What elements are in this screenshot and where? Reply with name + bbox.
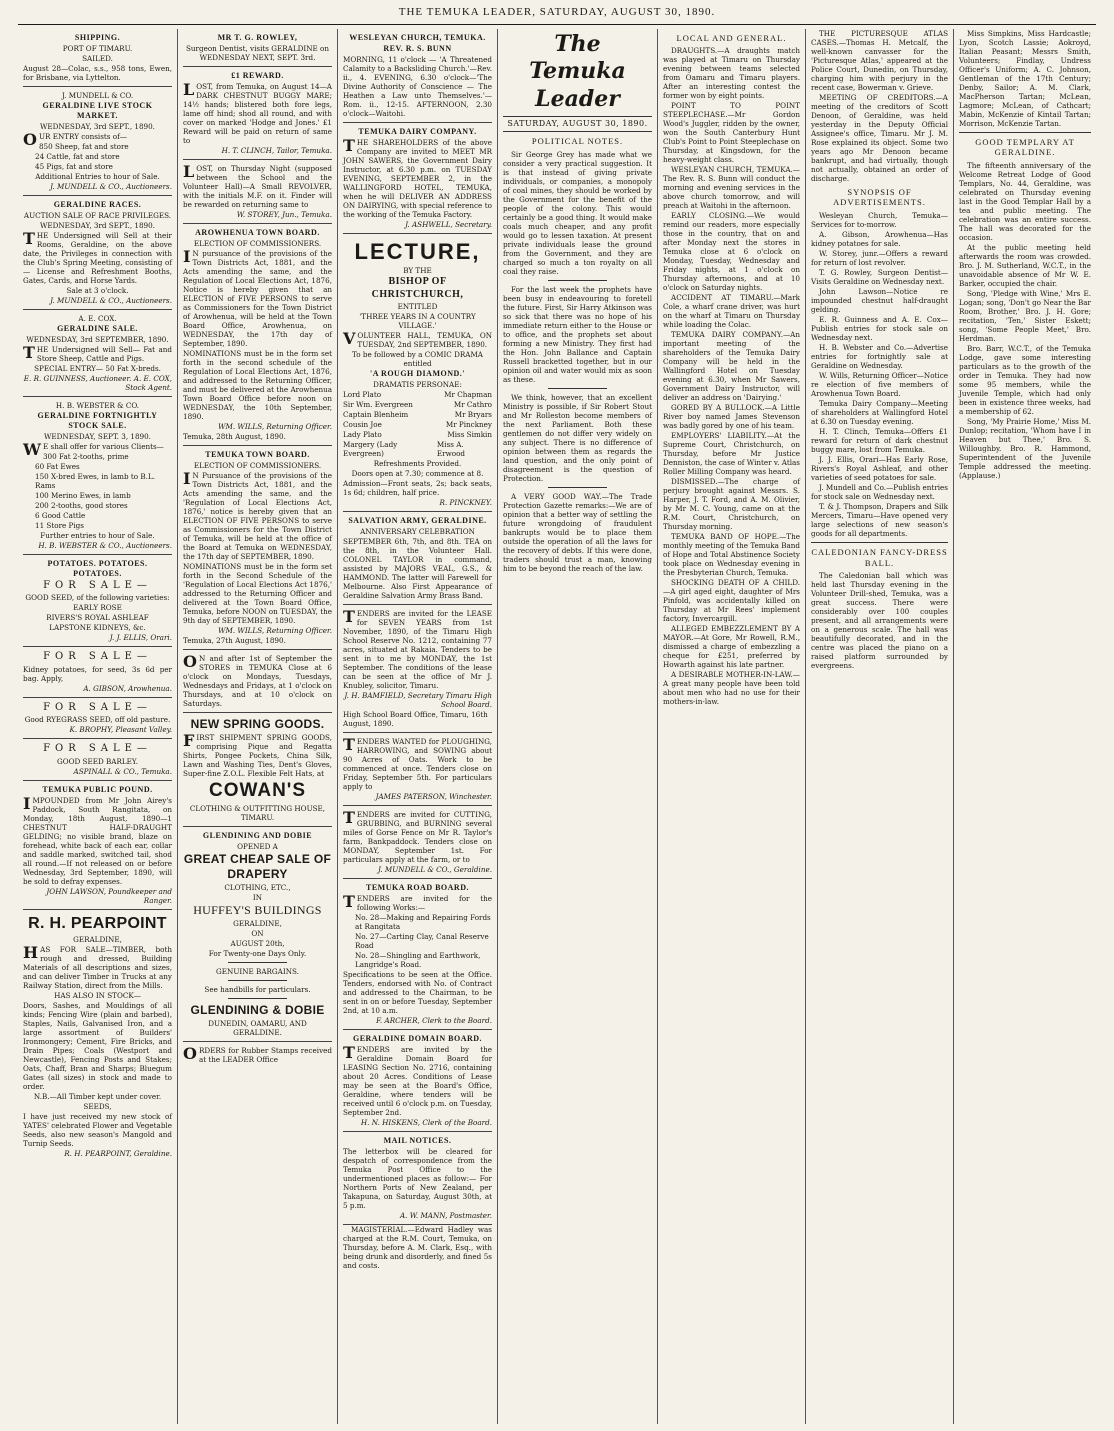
lecture-bishop: BISHOP OF CHRISTCHURCH, [371, 276, 464, 300]
lost-signature: W. STOREY, Jun., Temuka. [236, 209, 332, 219]
pound-signature: JOHN LAWSON, Poundkeeper and Ranger. [46, 886, 172, 905]
list-item: H. T. Clinch, Temuka—Offers £1 reward for return of dark chestnut buggy mare, lost from Temuka. [811, 427, 948, 454]
auctioneer-name: J. MUNDELL & CO. [61, 90, 134, 100]
political-notes-title: POLITICAL NOTES. [531, 136, 624, 147]
gd-places: DUNEDIN, OAMARU, AND GERALDINE. [208, 1018, 307, 1037]
cast-row [343, 440, 492, 458]
divider [228, 962, 288, 963]
tenders-date: High School Board Office, Timaru, 16th August, 1890. [343, 710, 488, 729]
pearpoint-list: Doors, Sashes, and Mouldings of all kinds; Fencing Wire (plain and barbed), Staples, Nails, Galvanised Iron, and a large assortment of Builders' Ironmongery; Cement, Fire Bricks, and Drain Pipes; Coals (Westport and Newcastle), Fencing Posts and Stakes; Oats, Chaff, Bran and Sharps; Bluegum Gates (all sizes) in stock and made to order. [23, 1000, 172, 1091]
mail-notices [343, 1132, 492, 1225]
list-item: 45 Pigs, fat and store [35, 161, 113, 171]
livestock-intro: OUR ENTRY consists of— [23, 129, 127, 149]
reward-ad [183, 67, 332, 160]
election-title: ELECTION OF COMMISSIONERS. [193, 238, 322, 248]
gd-date: AUGUST 20th, [230, 938, 285, 948]
road-board-ad [343, 879, 492, 1030]
dairy-title: TEMUKA DAIRY COMPANY. [358, 126, 477, 136]
paragraph: Song, 'Pledge with Wine,' Mrs E. Logan; song, 'Don't go Near the Bar Room, Brother,' Bro. J. H. Gore; recitation, 'Ten,' Sister Eskett; song, 'Some People Meet,' Bro. Herdman. [959, 289, 1091, 343]
salvation-anniv: ANNIVERSARY CELEBRATION [360, 527, 475, 537]
paragraph: THE PICTURESQUE ATLAS CASES.—Thomas H. Metcalf, the well-known canvasser for the 'Picturesque Atlas,' appeared at the Police Court, Dunedin, on Thursday, charging him with perjury in the recent case, Bowerman v. Grieve. [811, 28, 948, 92]
templar-body [959, 161, 1091, 480]
pearpoint-name: R. H. PEARPOINT [28, 914, 167, 932]
lecture-drama: 'A ROUGH DIAMOND.' [370, 369, 465, 379]
kidney-ad [23, 647, 172, 698]
list-item: H. B. Webster and Co.—Advertise entries for fortnightly sale at Geraldine on Wednesday. [811, 343, 948, 370]
lecture-ad [343, 234, 492, 513]
pearpoint-signature: R. H. PEARPOINT, Geraldine. [64, 1148, 172, 1158]
races-title: GERALDINE RACES. [53, 199, 142, 209]
salvation-title: SALVATION ARMY, GERALDINE. [348, 516, 487, 526]
cast-actor: Miss Simkin [447, 430, 492, 440]
list-item: W. Storey, junr.—Offers a reward for return of lost revolver. [811, 249, 948, 267]
list-item: EARLY ROSE [73, 603, 122, 613]
gd-in: IN [252, 892, 263, 902]
nominations-body: NOMINATIONS must be in the form set forth in the Second Schedule of the 'Regulation of Local Elections Act 1876,' addressed to the Returning Officer and delivered at the Town Board Office, Temuka, before NOON on TUESDAY, the 9th day of SEPTEMBER, 1890. [183, 561, 332, 625]
lecture-comic: To be followed by a COMIC DRAMA entitled [352, 350, 483, 369]
arowhenua-title: AROWHENUA TOWN BOARD. [195, 227, 320, 237]
livestock-more: Additional Entries to hour of Sale. [35, 171, 160, 181]
paragraph: DISMISSED.—The charge of perjury brought against Messrs. S. Harper, J. T. Ford, and A. M. Olivier, by Mr M. C. Young, came on at the R.M. Court, Christchurch, on Thursday morning. [663, 477, 800, 532]
returning-officer: WM. WILLS, Returning Officer. [218, 625, 332, 635]
paragraph: Sir George Grey has made what we consider a very practical suggestion. It is that instead of giving private individuals, or companies, a monopoly of coal mines, they should be worked by the Government for the benefit of the people of the colony. This would certainly be a good thing. It would make coals much cheaper, and any profit would go to lessen taxation. At present private individuals lease the ground from the Government, and they are charged so much a ton royalty on all coal they raise. [503, 149, 652, 276]
potatoes-signature: J. J. ELLIS, Orari. [109, 633, 172, 643]
lecture-by: BY THE [403, 266, 432, 276]
list-item: 200 2-tooths, good stores [35, 500, 128, 510]
magisterial-note [343, 1225, 492, 1270]
cast-row [343, 390, 492, 399]
domain-board-ad [343, 1030, 492, 1132]
divider [959, 132, 1091, 133]
cast-row [343, 420, 492, 429]
road-more: Specifications to be seen at the Office. Tenders, endorsed with No. of Contract and addressed to the Chairman, to be sent in on or before Tuesday, September 2nd, at 10 a.m. [343, 970, 492, 1016]
pearpoint-seeds-body: I have just received my new stock of YATES' celebrated Flower and Vegetable Seeds, also new season's Mangold and Turnip Seeds. [23, 1111, 172, 1148]
list-item: RIVERS'S ROYAL ASHLEAF [46, 613, 149, 623]
tenders-signature: J. H. BAMFIELD, Secretary Timaru High School Board. [344, 691, 492, 710]
list-item: John Lawson—Notice re impounded chestnut half-draught gelding. [811, 287, 948, 314]
cast-actor: Mr Bryars [454, 410, 492, 420]
cast-actor: Mr Chapman [444, 390, 492, 400]
races-ad [23, 196, 172, 310]
spring-title: NEW SPRING GOODS. [190, 716, 325, 731]
tenders-ploughing-ad [343, 733, 492, 806]
templar-title: GOOD TEMPLARY AT GERALDINE. [975, 136, 1075, 158]
paragraph: MEETING OF CREDITORS.—A meeting of the creditors of Scott Denoon, of Geraldine, was held yesterday in the Deputy Official Assignee's office, Timaru. Mr J. M. Rose explained its object. Some two years ago Mr Denoon became bankrupt, and had virtually, though not actually, obtained an order of discharge. [811, 92, 948, 183]
geraldine-sale-ad [23, 310, 172, 397]
cast-role: Margery (Lady Evergreen) [343, 440, 398, 459]
domain-signature: H. N. HISKENS, Clerk of the Board. [360, 1118, 492, 1128]
mail-title: MAIL NOTICES. [383, 1136, 452, 1146]
barley-signature: ASPINALL & CO., Temuka. [73, 766, 172, 776]
divider [548, 388, 608, 389]
gd-opened: GLENDINING AND DOBIE [202, 830, 313, 840]
cast-role: Sir Wm. Evergreen [343, 400, 413, 410]
cast-actor: Mr Pinckney [445, 420, 492, 430]
list-item: LAPSTONE KIDNEYS, &c. [49, 623, 146, 633]
tenders-gorse-ad [343, 806, 492, 879]
column-4 [498, 29, 658, 1424]
tenders-signature: JAMES PATERSON, Winchester. [375, 792, 492, 802]
list-item: W. Wills, Returning Officer—Notice re election of five members of Arowhenua Town Board. [811, 371, 948, 398]
list-item: 100 Merino Ewes, in lamb [35, 490, 131, 500]
barley-ad [23, 739, 172, 781]
arowhenua-election-ad [183, 224, 332, 446]
column-7 [954, 29, 1096, 1424]
tenders-body: TENDERS are invited for the LEASE for SEVEN YEARS from 1st November, 1890, of the Timaru High School Reserve No. 1212, containing 77 acres, situated at Rakaia. Tenders to be sent in to me by MONDAY, the 1st September. The conditions of the lease can be seen at the office of Mr J. Knubley, solicitor, Timaru. [343, 607, 492, 691]
divider [228, 980, 288, 981]
magisterial-text: MAGISTERIAL.—Edward Hadley was charged at the R.M. Court, Temuka, on Thursday, before A. M. Clark, Esq., with being drunk and disorderly, and fined 5s and costs. [343, 1225, 492, 1271]
list-item: 11 Store Pigs [35, 520, 84, 530]
temuka-board-title: TEMUKA TOWN BOARD. [205, 449, 310, 459]
ryegrass-signature: K. BROPHY, Pleasant Valley. [69, 725, 172, 735]
paragraph: We think, however, that an excellent Ministry is possible, if Sir Robert Stout and Mr Rolleston become members of the next Parliament. Both these gentlemen do not differ very widely on any subject. There is no difference of opinion between them as regards the land question, and the only point of disagreement is the question of Protection. [503, 392, 652, 483]
lecture-subject: 'THREE YEARS IN A COUNTRY VILLAGE.' [359, 312, 476, 331]
sale-body: THE Undersigned will Sell— Fat and Store Sheep, Cattle and Pigs. [23, 342, 172, 363]
newspaper-title: The Temuka Leader [529, 30, 626, 112]
kidney-body: Kidney potatoes, for seed, 3s 6d per bag. Apply, [23, 664, 172, 683]
livestock-signature: J. MUNDELL & CO., Auctioneers. [50, 181, 172, 191]
tenders-body: TENDERS WANTED for PLOUGHING, HARROWING, and SOWING about 90 Acres of Oats. Work to be commenced at once. Tenders close on Friday, September 5th. For particulars apply to [343, 735, 492, 792]
column-6 [806, 29, 954, 1424]
for-sale-heading: FOR SALE— [43, 651, 152, 663]
gd-genuine: GENUINE BARGAINS. [216, 966, 299, 976]
cowan-ad [183, 713, 332, 827]
cast-row [343, 430, 492, 439]
road-signature: F. ARCHER, Clerk to the Board. [376, 1016, 492, 1026]
political-notes-body [503, 150, 652, 573]
notice-date: Temuka, 27th August, 1890. [183, 635, 286, 645]
for-sale-heading: FOR SALE— [43, 579, 152, 591]
lost-ad [183, 160, 332, 224]
agent-name: A. E. COX. [78, 313, 117, 323]
fortnightly-date: WEDNESDAY, SEPT. 3, 1890. [44, 431, 151, 441]
livestock-list [23, 142, 172, 171]
cowan-name: COWAN'S [208, 779, 307, 801]
list-item: E. R. Guinness and A. E. Cox—Publish entries for stock sale on Wednesday next. [811, 315, 948, 342]
gd-handbills: See handbills for particulars. [204, 984, 311, 994]
lecture-refresh: Refreshments Provided. [373, 459, 462, 469]
fortnightly-ad [23, 397, 172, 555]
salvation-ad [343, 512, 492, 605]
cast-role: Cousin Joe [343, 420, 382, 430]
list-item: No. 27—Carting Clay, Canal Reserve Road [355, 932, 489, 951]
paragraph: The fifteenth anniversary of the Welcome Retreat Lodge of Good Templars, No. 44, Geraldine, was celebrated on Thursday evening last in the Good Templar Hall by a tea and public meeting. The celebration was an entire success. The hall was decorated for the occasion. [959, 161, 1091, 242]
election-body: IN pursuance of the provisions of the Town Districts Act, 1881, and the Acts amending the same, and the Regulation of Local Elections Act, 1876, Notice is hereby given that an ELECTION of FIVE PERSONS to serve as Commissioners for the Town District of Arowhenua, will be held at the Town Board Office, Arowhenua, on WEDNESDAY, the 17th day of September, 1890. [183, 246, 332, 348]
reward-body: LOST, from Temuka, on August 14—A DARK CHESTNUT BUGGY MARE; 14½ hands; blistered both fore legs, lame off hind; shod all round, and with cover on marked 'Hodge and Jones.' £1 Reward will be paid on return of same to [183, 79, 332, 145]
potatoes-title: POTATOES. POTATOES. POTATOES. [47, 558, 148, 578]
issue-date: SATURDAY, AUGUST 30, 1890. [503, 116, 652, 132]
domain-body: TENDERS are invited by the Geraldine Domain Board for LEASING Section No. 2716, containing about 20 Acres. Conditions of Lease may be seen at the Board's Office, Geraldine, where tenders will be received until 6 o'clock p.m. on Tuesday, September 2nd. [343, 1043, 492, 1118]
fortnightly-intro: WE shall offer for various Clients— [23, 439, 164, 459]
election-title: ELECTION OF COMMISSIONERS. [193, 460, 322, 470]
road-title: TEMUKA ROAD BOARD. [365, 883, 469, 893]
wesleyan-ad [343, 29, 492, 123]
races-subtitle: AUCTION SALE OF RACE PRIVILEGES. [23, 210, 172, 220]
divider [811, 542, 948, 543]
lost-body: LOST, on Thursday Night (supposed between the School and the Volunteer Hall)—A Small REVOLVER, with the initials M.F. on it. Finder will be rewarded on returning same to [183, 161, 332, 209]
paragraph: For the last week the prophets have been busy in endeavouring to foretell the future. First, Sir Harry Atkinson was so sick that there was no hope of his immediate return either to the House or to office, and the prophets set about forming a new Ministry. They first had the Hon. John Ballance and Captain Russell bracketted together, but in our opinion oil and water would mix as soon as these. [503, 284, 652, 384]
pearpoint-seeds: SEEDS, [83, 1101, 112, 1111]
paragraph: Song, 'My Prairie Home,' Miss M. Dunlop; recitation, 'Whom have I in Heaven but Thee,' Bro. S. Willoughby. Bro. R. Hammond, Superintendent of the Juvenile Temple addressed the meeting. (Applause.) [959, 417, 1091, 480]
paragraph: DRAUGHTS.—A draughts match was played at Timaru on Thursday evening between teams selected from Oamaru and Timaru players. After an interesting contest the former won by eight points. [663, 46, 800, 101]
salvation-body: SEPTEMBER 6th, 7th, and 8th. TEA on the 8th, in the Volunteer Hall. COLONEL TAYLOR in command, assisted by MAJORS VEAL, G.S., & HAMMOND. The latter will Farewell for Melbourne. Also First Appearance of Geraldine Salvation Army Brass Band. [343, 537, 492, 601]
dairy-body: THE SHAREHOLDERS of the above Company are invited to MEET MR JOHN SAWERS, the Government Dairy Instructor, at 6.30 p.m. on TUESDAY EVENING, SEPTEMBER 2, in the WALLINGFORD HOTEL, TEMUKA, when he will DELIVER AN ADDRESS ON DAIRYING, with special reference to the working of the Temuka Factory. [343, 135, 492, 219]
races-time: Sale at 3 o'clock. [66, 285, 129, 295]
paragraph: A VERY GOOD WAY.—The Trade Protection Gazette remarks:—We are of opinion that a better way of settling the future wrongdoing of fraudulent bankrupts would be to place them outside the operation of all the laws for the recovery of debts. If this were done, traders should trust a man, knowing him to be beyond the reach of the law. [503, 491, 652, 573]
glendining-ad [183, 827, 332, 1042]
pearpoint-stock: HAS ALSO IN STOCK— [54, 990, 141, 1000]
pearpoint-ad [23, 910, 172, 1162]
for-sale-heading: FOR SALE— [43, 743, 152, 755]
sale-signature: E. R. GUINNESS, Auctioneer. A. E. COX, Stock Agent. [23, 373, 172, 392]
dairy-signature: J. ASHWELL, Secretary. [405, 219, 492, 229]
tenders-body: TENDERS are invited for CUTTING, GRUBBING, and BURNING several miles of Gorse Fence on Mr R. Taylor's farm, Bankpaddock. Tenders close on MONDAY, September 1st. For particulars apply at the farm, or to [343, 808, 492, 865]
rubber-body: ORDERS for Rubber Stamps received at the LEADER Office [183, 1043, 332, 1064]
local-general-body [663, 46, 800, 706]
cowan-subtitle: CLOTHING & OUTFITTING HOUSE, TIMARU. [189, 803, 326, 822]
cast-actor: Mr Cathro [453, 400, 492, 410]
divider [548, 487, 608, 488]
caledonian-title: CALEDONIAN FANCY-DRESS BALL. [811, 547, 948, 568]
fortnightly-signature: H. B. WEBSTER & CO., Auctioneers. [38, 540, 172, 550]
list-item: Wesleyan Church, Temuka—Services for to-morrow. [811, 211, 948, 229]
synopsis-list [811, 211, 948, 538]
paragraph: TEMUKA DAIRY COMPANY.—An important meeting of the shareholders of the Temuka Dairy Company will be held in the Wallingford Hotel on Tuesday evening at 6.30, when Mr Sawers, Government Dairy Instructor, will deliver an address on 'Dairying.' [663, 330, 800, 403]
paragraph: EMPLOYERS' LIABILITY.—At the Supreme Court, Christchurch, on Thursday, before Mr Justice Denniston, the case of Winter v. Atlas Roller Milling Company was heard. [663, 431, 800, 477]
mail-body: The letterbox will be cleared for despatch of correspondence from the Temuka Post Office to the undermentioned places as follow:— For Northern Ports of New Zealand, per Takapuna, on Saturday, August 30th, at 5 p.m. [343, 1147, 492, 1211]
paragraph: Miss Simpkins, Miss Hardcastle; Lyon, Scotch Lassie; Aokroyd, Italian Peasant; Messrs Smith, Volunteers; Findlay, Undress Officer's Uniform; A. C. Johnson, Gentleman of the 17th Century; Denby, Sailor; A. M. Clark, MacPherson Tartan; McLean, Lagmore; McLean, of Cathcart; Mabin, McKenzie of Kintail Tartan; Morrison, McKenzie Tartan. [959, 28, 1091, 128]
cast-role: Lord Plato [343, 390, 382, 400]
fortnightly-more: Further entries to hour of Sale. [40, 530, 155, 540]
paragraph: The Caledonian ball which was held last Thursday evening in the Volunteer Drill-shed, Temuka, was a great success. There were considerably over 100 couples present, and all arrangements were on a generous scale. The hall was beautifully decorated, and in the centre was placed the piano on a raised platform surrounded by evergreens. [811, 571, 948, 671]
pound-ad [23, 781, 172, 910]
shipping-title: SHIPPING. [74, 32, 121, 42]
stores-ad [183, 650, 332, 713]
fortnightly-list [23, 452, 172, 530]
divider [548, 280, 608, 281]
list-item: J. Mundell and Co.—Publish entries for stock sale on Wednesday next. [811, 483, 948, 501]
lecture-hall: VOLUNTEER HALL, TEMUKA, ON TUESDAY, 2nd SEPTEMBER, 1890. [343, 329, 492, 350]
paragraph: ACCIDENT AT TIMARU.—Mark Cole, a wharf crane driver, was hurt on the wharf at Timaru on Thursday while loading the Colac. [663, 293, 800, 330]
races-body: THE Undersigned will Sell at their Rooms, Geraldine, on the above date, the Privileges in connection with the Club's Spring Meeting, consisting of— License and Refreshment Booths, Gates, Cards, and Horse Yards. [23, 228, 172, 285]
lecture-title: LECTURE, [354, 238, 481, 264]
reward-title: £1 REWARD. [231, 70, 284, 80]
paragraph: ALLEGED EMBEZZLEMENT BY A MAYOR.—At Gore, Mr Rowell, R.M., dismissed a charge of embezzling a cheque for £251, preferred by Howarth against his late partner. [663, 624, 800, 670]
ryegrass-body: Good RYEGRASS SEED, off old pasture. [24, 715, 171, 725]
lecture-doors: Doors open at 7.30; commence at 8. [351, 469, 484, 479]
for-sale-heading: FOR SALE— [43, 701, 152, 713]
nominations-body: NOMINATIONS must be in the form set forth in the second schedule of the Regulation of Local Elections Act, 1876, and addressed to the Returning Officer, and must be delivered at the Arowhenua Town Board Office before noon on WEDNESDAY, the 10th September, 1890. [183, 348, 332, 421]
sailed-text: August 28—Colac, s.s., 958 tons, Ewen, for Brisbane, via Lyttelton. [23, 63, 172, 82]
list-item: J. J. Ellis, Orari—Has Early Rose, Rivers's Royal Ashleaf, and other varieties of seed potatoes for sale. [811, 455, 948, 482]
shipping-notice [23, 29, 172, 87]
paragraph: POINT TO POINT STEEPLECHASE.—Mr Gordon Wood's Juggler, ridden by the owner, won the South Canterbury Hunt Club's Point to Point Steeplechase on Thursday, at Kingsdown, for the heavy-weight class. [663, 101, 800, 165]
temuka-election-ad [183, 446, 332, 650]
list-item: A. Gibson, Arowhenua—Has kidney potatoes for sale. [811, 230, 948, 248]
gd-days: For Twenty-one Days Only. [208, 948, 307, 958]
fortnightly-title: GERALDINE FORTNIGHTLY STOCK SALE. [37, 410, 158, 430]
paragraph: Bro. Barr, W.C.T., of the Temuka Lodge, gave some interesting particulars as to the growth of the order in Temuka. They had now some 95 members, while the Juvenile Temple, which had only been in existence three weeks, had a membership of 62. [959, 344, 1091, 416]
list-item: 150 X-bred Ewes, in lamb to B.L. Rams [35, 471, 156, 490]
races-date: WEDNESDAY, 3rd SEPT., 1890. [40, 220, 155, 230]
cast-actor: Miss A. Erwood [436, 440, 466, 459]
kidney-signature: A. GIBSON, Arowhenua. [83, 683, 172, 693]
livestock-ad [23, 87, 172, 196]
divider [228, 998, 288, 999]
list-item: 300 Fat 2-tooths, prime [42, 451, 129, 461]
gd-firm: GLENDINING & DOBIE [190, 1002, 325, 1017]
list-item: T. G. Rowley, Surgeon Dentist—Visits Geraldine on Wednesday next. [811, 268, 948, 286]
cast-row [343, 400, 492, 409]
cast-list [343, 390, 492, 458]
port-title: PORT OF TIMARU. [62, 43, 133, 53]
wesleyan-rev: REV. R. S. BUNN [383, 43, 452, 53]
gd-open-label: OPENED A [237, 841, 278, 851]
list-item: 6 Good Cattle [35, 510, 86, 520]
tenders-signature: J. MUNDELL & CO., Geraldine. [377, 865, 492, 875]
gd-geraldine: GERALDINE, [233, 918, 282, 928]
ryegrass-ad [23, 698, 172, 740]
pound-body: IMPOUNDED from Mr John Airey's Paddock, South Rangitata, on Monday, 18th August, 1890—1 CHESTNUT HALF-DRAUGHT GELDING; no visible brand, blaze on forehead, white back of each ear, collar and saddle marked, switched tail, shod all round.—If not released on or before Wednesday, 3rd September, 1890, will be sold to defray expenses. [23, 793, 172, 886]
list-item: Temuka Dairy Company—Meeting of shareholders at Wallingford Hotel at 6.30 on Tuesday evening. [811, 399, 948, 426]
lecture-signature: R. PINCKNEY. [439, 498, 492, 508]
cast-role: Captain Blenheim [343, 410, 409, 420]
potatoes-ad [23, 555, 172, 648]
list-item: 60 Fat Ewes [35, 461, 80, 471]
gd-sale: GREAT CHEAP SALE OF DRAPERY [183, 851, 332, 881]
dairy-ad [343, 123, 492, 234]
ball-costumes [959, 29, 1091, 128]
column-5 [658, 29, 806, 1424]
gd-buildings: HUFFEY'S BUILDINGS [193, 902, 322, 917]
paragraph: EARLY CLOSING.—We would remind our readers, more especially those in the country, that on and after Monday next the stores in Temuka close at 6 o'clock on Monday, Tuesday, Wednesday and Friday nights, at 1 o'clock on Thursday afternoons, and at 10 o'clock on Saturday nights. [663, 211, 800, 293]
paragraph: SHOCKING DEATH OF A CHILD.—A girl aged eight, daughter of Mrs Pinfold, was accidentally killed on Thursday at Mr Rees' implement factory, Invercargill. [663, 578, 800, 624]
lecture-entitled: ENTITLED [397, 302, 438, 312]
wesleyan-title: WESLEYAN CHURCH, TEMUKA. [349, 32, 486, 42]
list-item: No. 28—Making and Repairing Fords at Rangitata [355, 913, 491, 932]
synopsis-title: SYNOPSIS OF ADVERTISEMENTS. [833, 186, 926, 208]
paragraph: WESLEYAN CHURCH, TEMUKA.—The Rev. R. S. Bunn will conduct the morning and evening services in the above church tomorrow, and will preach at Waitohi in the afternoon. [663, 165, 800, 211]
column-1 [18, 29, 178, 1424]
races-signature: J. MUNDELL & CO., Auctioneers. [50, 295, 172, 305]
gd-sale-sub: CLOTHING, ETC., [224, 882, 291, 892]
pearpoint-body: HAS FOR SALE—TIMBER, both rough and dressed, Building Materials of all descriptions and sizes, and can deliver Timber in Trucks at any Railway Station, direct from the Mills. [23, 942, 172, 990]
list-item: 850 Sheep, fat and store [38, 141, 129, 151]
spring-body: FIRST SHIPMENT SPRING GOODS, comprising Pique and Regatta Shirts, Pongee Pockets, China Silk, Lawn and Washing Ties, Dent's Gloves, Super-fine Z.O.L. Flexible Felt Hats, at [183, 730, 332, 778]
pound-title: TEMUKA PUBLIC POUND. [42, 784, 153, 794]
pearpoint-note: N.B.—All Timber kept under cover. [33, 1091, 162, 1101]
list-item: No. 28—Shingling and Earthwork, Langridge's Road. [355, 951, 481, 970]
sailed-label: SAILED. [82, 53, 113, 63]
rowley-name: MR T. G. ROWLEY, [217, 32, 298, 42]
livestock-title: GERALDINE LIVE STOCK MARKET. [42, 100, 153, 120]
rubber-stamps-ad [183, 1042, 332, 1068]
potatoes-body: GOOD SEED, of the following varieties: [25, 593, 170, 603]
rowley-body: Surgeon Dentist, visits GERALDINE on WEDNESDAY NEXT, SEPT. 3rd. [185, 43, 329, 62]
list-item: 24 Cattle, fat and store [35, 151, 120, 161]
local-general-title: LOCAL AND GENERAL. [676, 32, 787, 43]
lecture-admission: Admission—Front seats, 2s; back seats, 1s 6d; children, half price. [343, 479, 492, 498]
road-list [343, 913, 492, 969]
road-body: TENDERS are invited for the following Works:— [343, 892, 492, 913]
barley-body: GOOD SEED BARLEY. [56, 756, 139, 766]
tenders-lease-ad [343, 605, 492, 733]
gd-on: ON [251, 928, 264, 938]
paragraph: TEMUKA BAND OF HOPE.—The monthly meeting of the Temuka Band of Hope and Total Abstinence Society took place on Wednesday evening in the Presbyterian Church, Temuka. [663, 532, 800, 578]
sale-date: WEDNESDAY, 3rd SEPTEMBER, 1890. [26, 334, 169, 344]
mail-signature: A. W. MANN, Postmaster. [399, 1211, 492, 1221]
domain-title: GERALDINE DOMAIN BOARD. [352, 1034, 483, 1044]
rowley-ad [183, 29, 332, 67]
livestock-date: WEDNESDAY, 3rd SEPT., 1890. [40, 121, 155, 131]
lecture-personae: DRAMATIS PERSONAE: [373, 380, 462, 390]
list-item: T. & J. Thompson, Drapers and Silk Mercers, Timaru—Have opened very large selections of new season's goods for all departments. [811, 502, 948, 538]
column-3 [338, 29, 498, 1424]
paragraph: At the public meeting held afterwards the room was crowded. Bro. J. M. Sutherland, W.C.T., in the unavoidable absence of Mr W. E. Barker, occupied the chair. [959, 243, 1091, 288]
pearpoint-place: GERALDINE, [73, 934, 122, 944]
paragraph: A DESIRABLE MOTHER-IN-LAW.—A great many people have been told about men who had no use for their mothers-in-law. [663, 670, 800, 707]
returning-officer: WM. WILLS, Returning Officer. [218, 421, 332, 431]
news-body [811, 29, 948, 183]
sale-special: SPECIAL ENTRY— 50 Fat X-breds. [34, 363, 161, 373]
reward-signature: H. T. CLINCH, Tailor, Temuka. [221, 145, 332, 155]
cast-row [343, 410, 492, 419]
notice-date: Temuka, 28th August, 1890. [183, 431, 286, 441]
paragraph: GORED BY A BULLOCK.—A Little River boy named James Stevenson was badly gored by one of his team. [663, 403, 800, 431]
agent-name: H. B. WEBSTER & CO. [55, 400, 140, 410]
running-head: THE TEMUKA LEADER, SATURDAY, AUGUST 30, 1890. [18, 6, 1096, 25]
stores-body: ON and after 1st of September the STORES in TEMUKA Close at 6 o'clock on Mondays, Tuesdays, Wednesdays and Fridays, at 1 o'clock on Thursdays, and at 10 o'clock on Saturdays. [183, 651, 332, 708]
wesleyan-body: MORNING, 11 o'clock — 'A Threatened Calamity to a Backsliding Church.'—Rev. ii., 4. EVENING, 6.30 o'clock—'The Divine Authority of Conscience — The Heathen a Law unto Themselves.'—Rom. ii., 12-15. AFTERNOON, 2.30 o'clock—Waitohi. [343, 54, 492, 118]
sale-title: GERALDINE SALE. [57, 323, 138, 333]
cast-role: Lady Plato [343, 430, 382, 440]
caledonian-body [811, 571, 948, 670]
column-2 [178, 29, 338, 1424]
election-body: IN Pursuance of the provisions of the Town Districts Act, 1881, and the Acts amending the same, and the 'Regulation of Local Elections Act, 1876,' notice is hereby given that an ELECTION OF FIVE PERSONS to serve as Commissioners for the Town District of Temuka, will be held at the office of the Board at Temuka on WEDNESDAY, the 17th day of SEPTEMBER, 1890. [183, 468, 332, 561]
